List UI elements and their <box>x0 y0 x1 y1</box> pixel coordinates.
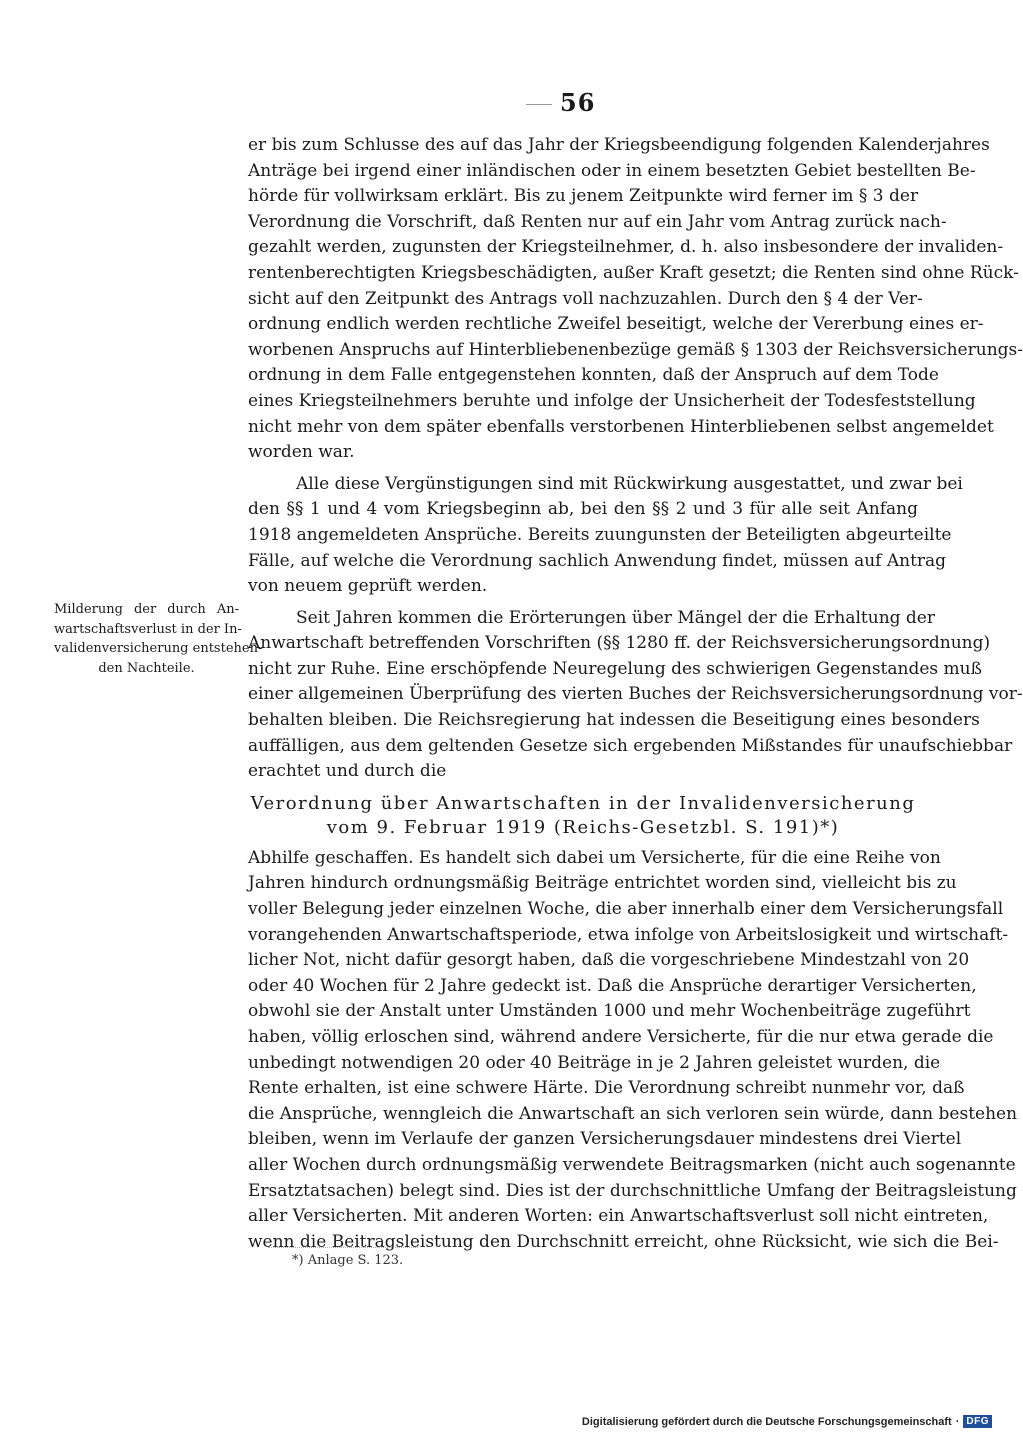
text-line: auffälligen, aus dem geltenden Gesetze sich ergebenden Mißstandes für unaufschiebbar <box>248 735 1013 756</box>
digitization-footer: Digitalisierung gefördert durch die Deutsche Forschungsgemeinschaft · DFG <box>582 1415 992 1428</box>
ordinance-heading <box>248 792 918 840</box>
margin-note-line: wartschaftsverlust in der In- <box>54 621 242 637</box>
text-line: sicht auf den Zeitpunkt des Antrags voll nachzuzahlen. Durch den § 4 der Ver- <box>248 288 923 309</box>
text-line: Alle diese Vergünstigungen sind mit Rückwirkung ausgestattet, und zwar bei <box>296 473 963 494</box>
margin-note-line: validenversicherung entstehen- <box>54 641 263 656</box>
text-line: Jahren hindurch ordnungsmäßig Beiträge entrichtet worden sind, vielleicht bis zu <box>248 873 957 894</box>
page-number-text: 56 <box>560 88 596 117</box>
text-line: unbedingt notwendigen 20 oder 40 Beiträge in je 2 Jahren geleistet wurden, die <box>248 1052 941 1073</box>
text-line: rentenberechtigten Kriegsbeschädigten, außer Kraft gesetzt; die Renten sind ohne Rück- <box>248 262 1019 283</box>
text-line: Anwartschaft betreffenden Vorschriften (§§ 1280 ff. der Reichsversicherungsordnung) <box>248 633 991 654</box>
footnote: *) Anlage S. 123. <box>292 1253 404 1268</box>
text-line: erachtet und durch die <box>248 761 447 782</box>
text-line: Fälle, auf welche die Verordnung sachlich Anwendung findet, müssen auf Antrag <box>248 550 947 571</box>
page-number-dash <box>526 104 552 105</box>
text-line: ordnung in dem Falle entgegenstehen konnten, daß der Anspruch auf dem Tode <box>248 365 939 386</box>
text-line: Seit Jahren kommen die Erörterungen über Mängel der die Erhaltung der <box>296 607 935 628</box>
text-line: nicht zur Ruhe. Eine erschöpfende Neuregelung des schwierigen Gegenstandes muß <box>248 658 982 679</box>
margin-note-line: den Nachteile. <box>98 660 195 676</box>
heading-line: vom 9. Februar 1919 (Reichs-Gesetzbl. S. 191)*) <box>326 816 840 838</box>
text-line: die Ansprüche, wenngleich die Anwartschaft an sich verloren sein würde, dann bestehen <box>248 1103 1018 1124</box>
text-line: 1918 angemeldeten Ansprüche. Bereits zuungunsten der Beteiligten abgeurteilte <box>248 524 952 545</box>
margin-note-line: Milderung der durch An- <box>54 602 239 617</box>
text-line: oder 40 Wochen für 2 Jahre gedeckt ist. Daß die Ansprüche derartiger Versicherten, <box>248 975 977 996</box>
text-line: bleiben, wenn im Verlaufe der ganzen Versicherungsdauer mindestens drei Viertel <box>248 1129 962 1150</box>
text-line: obwohl sie der Anstalt unter Umständen 1000 und mehr Wochenbeiträge zugeführt <box>248 1001 971 1022</box>
text-line: er bis zum Schlusse des auf das Jahr der Kriegsbeendigung folgenden Kalenderjahres <box>248 135 990 155</box>
text-line: voller Belegung jeder einzelnen Woche, die aber innerhalb einer dem Versicherungsfall <box>248 899 1004 920</box>
text-line: licher Not, nicht dafür gesorgt haben, daß die vorgeschriebene Mindestzahl von 20 <box>248 950 970 971</box>
text-line: Rente erhalten, ist eine schwere Härte. Die Verordnung schreibt nunmehr vor, daß <box>248 1078 965 1099</box>
text-line: einer allgemeinen Überprüfung des vierten Buches der Reichsversicherungsordnung vor- <box>248 684 1023 705</box>
text-line: nicht mehr von dem später ebenfalls verstorbenen Hinterbliebenen selbst angemeldet <box>248 416 994 437</box>
text-line: Anträge bei irgend einer inländischen oder in einem besetzten Gebiet bestellten Be- <box>248 160 976 181</box>
text-line: haben, völlig erloschen sind, während andere Versicherte, für die nur etwa gerade die <box>248 1027 994 1047</box>
footer-text: Digitalisierung gefördert durch die Deutsche Forschungsgemeinschaft <box>581 1415 952 1428</box>
text-line: aller Wochen durch ordnungsmäßig verwendete Beitragsmarken (nicht auch sogenannte <box>248 1154 1016 1175</box>
text-line: ordnung endlich werden rechtliche Zweifel beseitigt, welche der Vererbung eines er- <box>248 314 984 335</box>
text-line: Verordnung die Vorschrift, daß Renten nur auf ein Jahr vom Antrag zurück nach- <box>248 211 947 232</box>
text-line: worden war. <box>248 442 355 463</box>
heading-line: Verordnung über Anwartschaften in der Invalidenversicherung <box>250 792 916 814</box>
text-line: Abhilfe geschaffen. Es handelt sich dabei um Versicherte, für die eine Reihe von <box>248 847 941 868</box>
text-line: aller Versicherten. Mit anderen Worten: ein Anwartschaftsverlust soll nicht eintreten, <box>248 1206 989 1227</box>
dfg-logo-icon: DFG <box>963 1415 992 1428</box>
text-line: eines Kriegsteilnehmers beruhte und infolge der Unsicherheit der Todesfeststellung <box>248 390 976 411</box>
text-line: vorangehenden Anwartschaftsperiode, etwa infolge von Arbeitslosigkeit und wirtschaft- <box>248 924 1009 945</box>
margin-note <box>54 600 263 678</box>
paragraph-4 <box>248 846 1018 1256</box>
text-line: hörde für vollwirksam erklärt. Bis zu jenem Zeitpunkte wird ferner im § 3 der <box>248 186 919 207</box>
text-line: behalten bleiben. Die Reichsregierung hat indessen die Beseitigung eines besonders <box>248 710 980 731</box>
page-number <box>560 88 620 117</box>
text-line: den §§ 1 und 4 vom Kriegsbeginn ab, bei den §§ 2 und 3 für alle seit Anfang <box>248 499 918 520</box>
text-line: gezahlt werden, zugunsten der Kriegsteilnehmer, d. h. also insbesondere der invaliden- <box>248 237 1004 258</box>
paragraph-1 <box>248 133 1023 466</box>
text-line: wenn die Beitragsleistung den Durchschnitt erreicht, ohne Rücksicht, wie sich die Bei- <box>248 1231 999 1252</box>
main-text <box>248 133 1023 1255</box>
footnote-rule <box>268 1247 418 1248</box>
paragraph-3 <box>248 606 1023 785</box>
paragraph-2 <box>248 472 963 600</box>
text-line: Ersatztatsachen) belegt sind. Dies ist der durchschnittliche Umfang der Beitragsleistung <box>248 1180 1017 1201</box>
text-line: von neuem geprüft werden. <box>248 576 488 597</box>
text-line: worbenen Anspruchs auf Hinterbliebenenbezüge gemäß § 1303 der Reichsversicherungs- <box>248 339 1023 360</box>
